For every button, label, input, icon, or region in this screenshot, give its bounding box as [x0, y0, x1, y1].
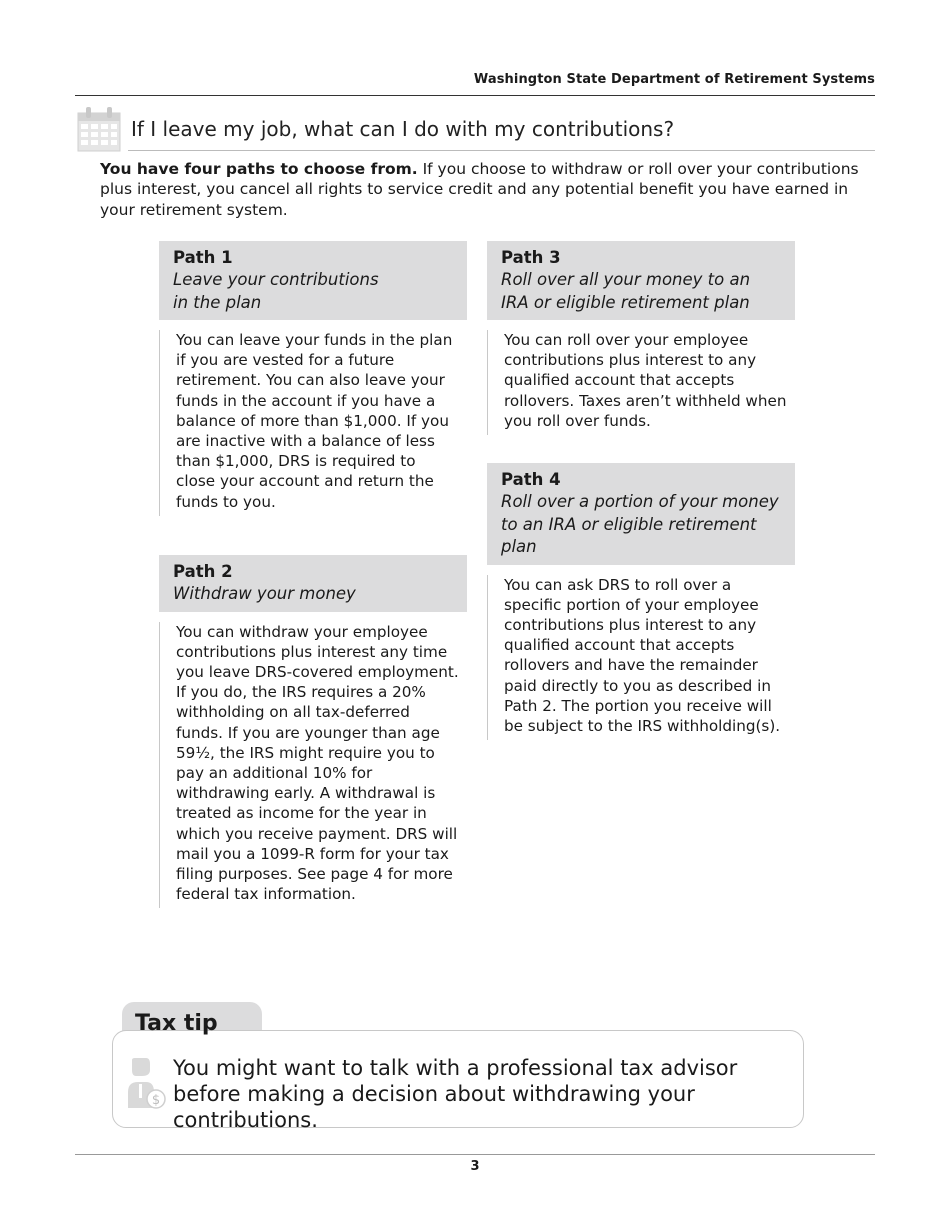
path-4-label: Path 4	[501, 470, 561, 489]
path-3-body: You can roll over your employee contributions plus interest to any qualified account that accepts rollovers. Taxes aren’t withheld when you roll over funds.	[487, 330, 795, 435]
path-3-label: Path 3	[501, 248, 561, 267]
path-2-subtitle: Withdraw your money	[173, 584, 356, 603]
path-4-header	[487, 463, 795, 565]
tax-tip-label: Tax tip	[135, 1011, 218, 1036]
path-3-card	[487, 241, 795, 435]
path-4-subtitle: Roll over a portion of your money to an IRA or eligible retirement plan	[501, 492, 779, 556]
calendar-icon	[77, 106, 121, 152]
page-number: 3	[470, 1159, 480, 1174]
intro-lead: You have four paths to choose from.	[100, 160, 418, 178]
header-divider	[75, 95, 875, 96]
path-1-header	[159, 241, 467, 320]
section-title: If I leave my job, what can I do with my contributions?	[131, 117, 675, 141]
svg-text:$: $	[151, 1093, 161, 1108]
footer-divider	[75, 1154, 875, 1155]
path-2-card	[159, 555, 467, 908]
path-3-subtitle: Roll over all your money to an IRA or eligible retirement plan	[501, 270, 751, 312]
path-1-label: Path 1	[173, 248, 233, 267]
path-2-header	[159, 555, 467, 612]
advisor-dollar-icon	[128, 1056, 168, 1112]
path-1-subtitle: Leave your contributions in the plan	[173, 270, 379, 312]
intro-paragraph	[100, 159, 870, 220]
title-divider	[128, 150, 875, 151]
path-1-card	[159, 241, 467, 516]
path-2-label: Path 2	[173, 562, 233, 581]
path-4-card	[487, 463, 795, 740]
tax-tip-text: You might want to talk with a professional tax advisor before making a decision about withdrawing your contributions.	[173, 1056, 738, 1132]
path-3-header	[487, 241, 795, 320]
path-2-body: You can withdraw your employee contributions plus interest any time you leave DRS-covered employment. If you do, the IRS requires a 20% withholding on all tax-deferred funds. If you are younger than age 59½, the IRS might require you to pay an additional 10% for withdrawing early. A withdrawal is treated as income for the year in which you receive payment. DRS will mail you a 1099-R form for your tax filing purposes. See page 4 for more federal tax information.	[159, 622, 467, 909]
path-4-body: You can ask DRS to roll over a specific portion of your employee contributions plus interest to any qualified account that accepts rollovers and have the remainder paid directly to you as described in Path 2. The portion you receive will be subject to the IRS withholding(s).	[487, 575, 795, 741]
path-1-body: You can leave your funds in the plan if you are vested for a future retirement. You can also leave your funds in the account if you have a balance of more than $1,000. If you are inactive with a balance of less than $1,000, DRS is required to close your account and return the funds to you.	[159, 330, 467, 516]
intro-text: If you choose to withdraw or roll over your contributions plus interest, you cancel all rights to service credit and any potential benefit you have earned in your retirement system.	[100, 160, 859, 219]
header-organization: Washington State Department of Retirement Systems	[473, 72, 875, 87]
